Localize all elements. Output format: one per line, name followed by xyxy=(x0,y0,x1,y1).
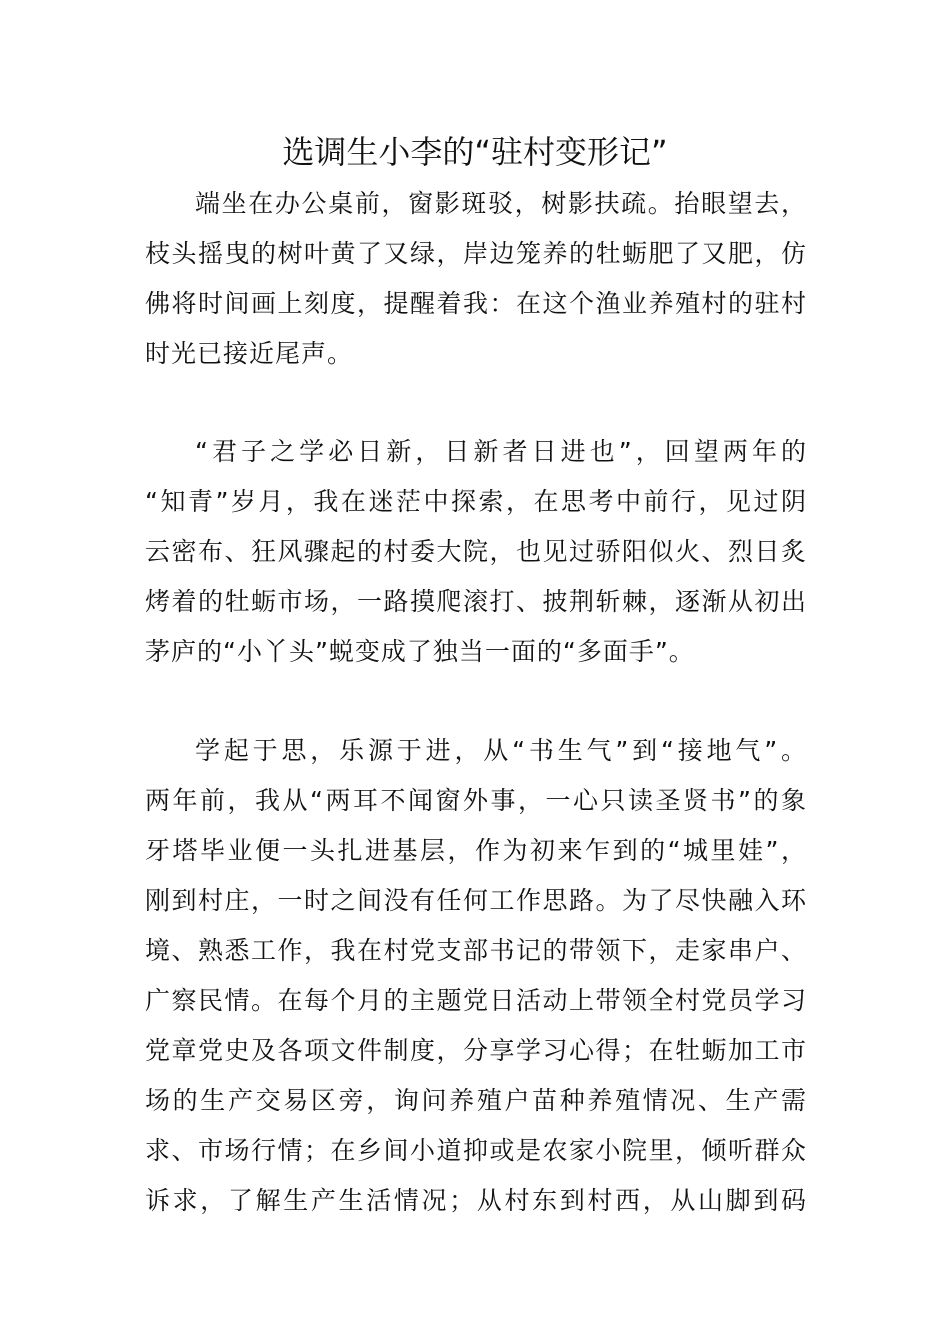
document-title: 选调生小李的“驻村变形记” xyxy=(282,133,668,171)
paragraph-3-line-4: 刚到村庄，一时之间没有任何工作思路。为了尽快融入环 xyxy=(145,886,807,915)
paragraph-1-line-3: 佛将时间画上刻度，提醒着我：在这个渔业养殖村的驻村 xyxy=(145,289,807,318)
paragraph-3-line-1: 学起于思，乐源于进，从“书生气”到“接地气”。 xyxy=(195,736,807,765)
paragraph-2-line-1: “君子之学必日新，日新者日进也”，回望两年的 xyxy=(195,437,807,466)
paragraph-2-line-2: “知青”岁月，我在迷茫中探索，在思考中前行，见过阴 xyxy=(145,487,807,516)
paragraph-2-line-4: 烤着的牡蛎市场，一路摸爬滚打、披荆斩棘，逐渐从初出 xyxy=(145,587,807,616)
paragraph-3-line-5: 境、熟悉工作，我在村党支部书记的带领下，走家串户、 xyxy=(145,936,807,965)
paragraph-1-line-1: 端坐在办公桌前，窗影斑驳，树影扶疏。抬眼望去， xyxy=(195,189,807,218)
paragraph-2-line-3: 云密布、狂风骤起的村委大院，也见过骄阳似火、烈日炙 xyxy=(145,537,807,566)
paragraph-1-line-4: 时光已接近尾声。 xyxy=(145,339,354,368)
paragraph-3-line-7: 党章党史及各项文件制度，分享学习心得；在牡蛎加工市 xyxy=(145,1036,807,1065)
paragraph-3-line-3: 牙塔毕业便一头扎进基层，作为初来乍到的“城里娃”， xyxy=(145,836,807,865)
paragraph-3-line-2: 两年前，我从“两耳不闻窗外事，一心只读圣贤书”的象 xyxy=(145,786,807,815)
paragraph-3-line-10: 诉求，了解生产生活情况；从村东到村西，从山脚到码 xyxy=(145,1186,807,1215)
paragraph-2-line-5: 茅庐的“小丫头”蜕变成了独当一面的“多面手”。 xyxy=(145,637,695,666)
paragraph-3-line-9: 求、市场行情；在乡间小道抑或是农家小院里，倾听群众 xyxy=(145,1136,807,1165)
paragraph-1-line-2: 枝头摇曳的树叶黄了又绿，岸边笼养的牡蛎肥了又肥，仿 xyxy=(145,239,807,268)
paragraph-3-line-6: 广察民情。在每个月的主题党日活动上带领全村党员学习 xyxy=(145,986,807,1015)
paragraph-3-line-8: 场的生产交易区旁，询问养殖户苗种养殖情况、生产需 xyxy=(145,1086,807,1115)
